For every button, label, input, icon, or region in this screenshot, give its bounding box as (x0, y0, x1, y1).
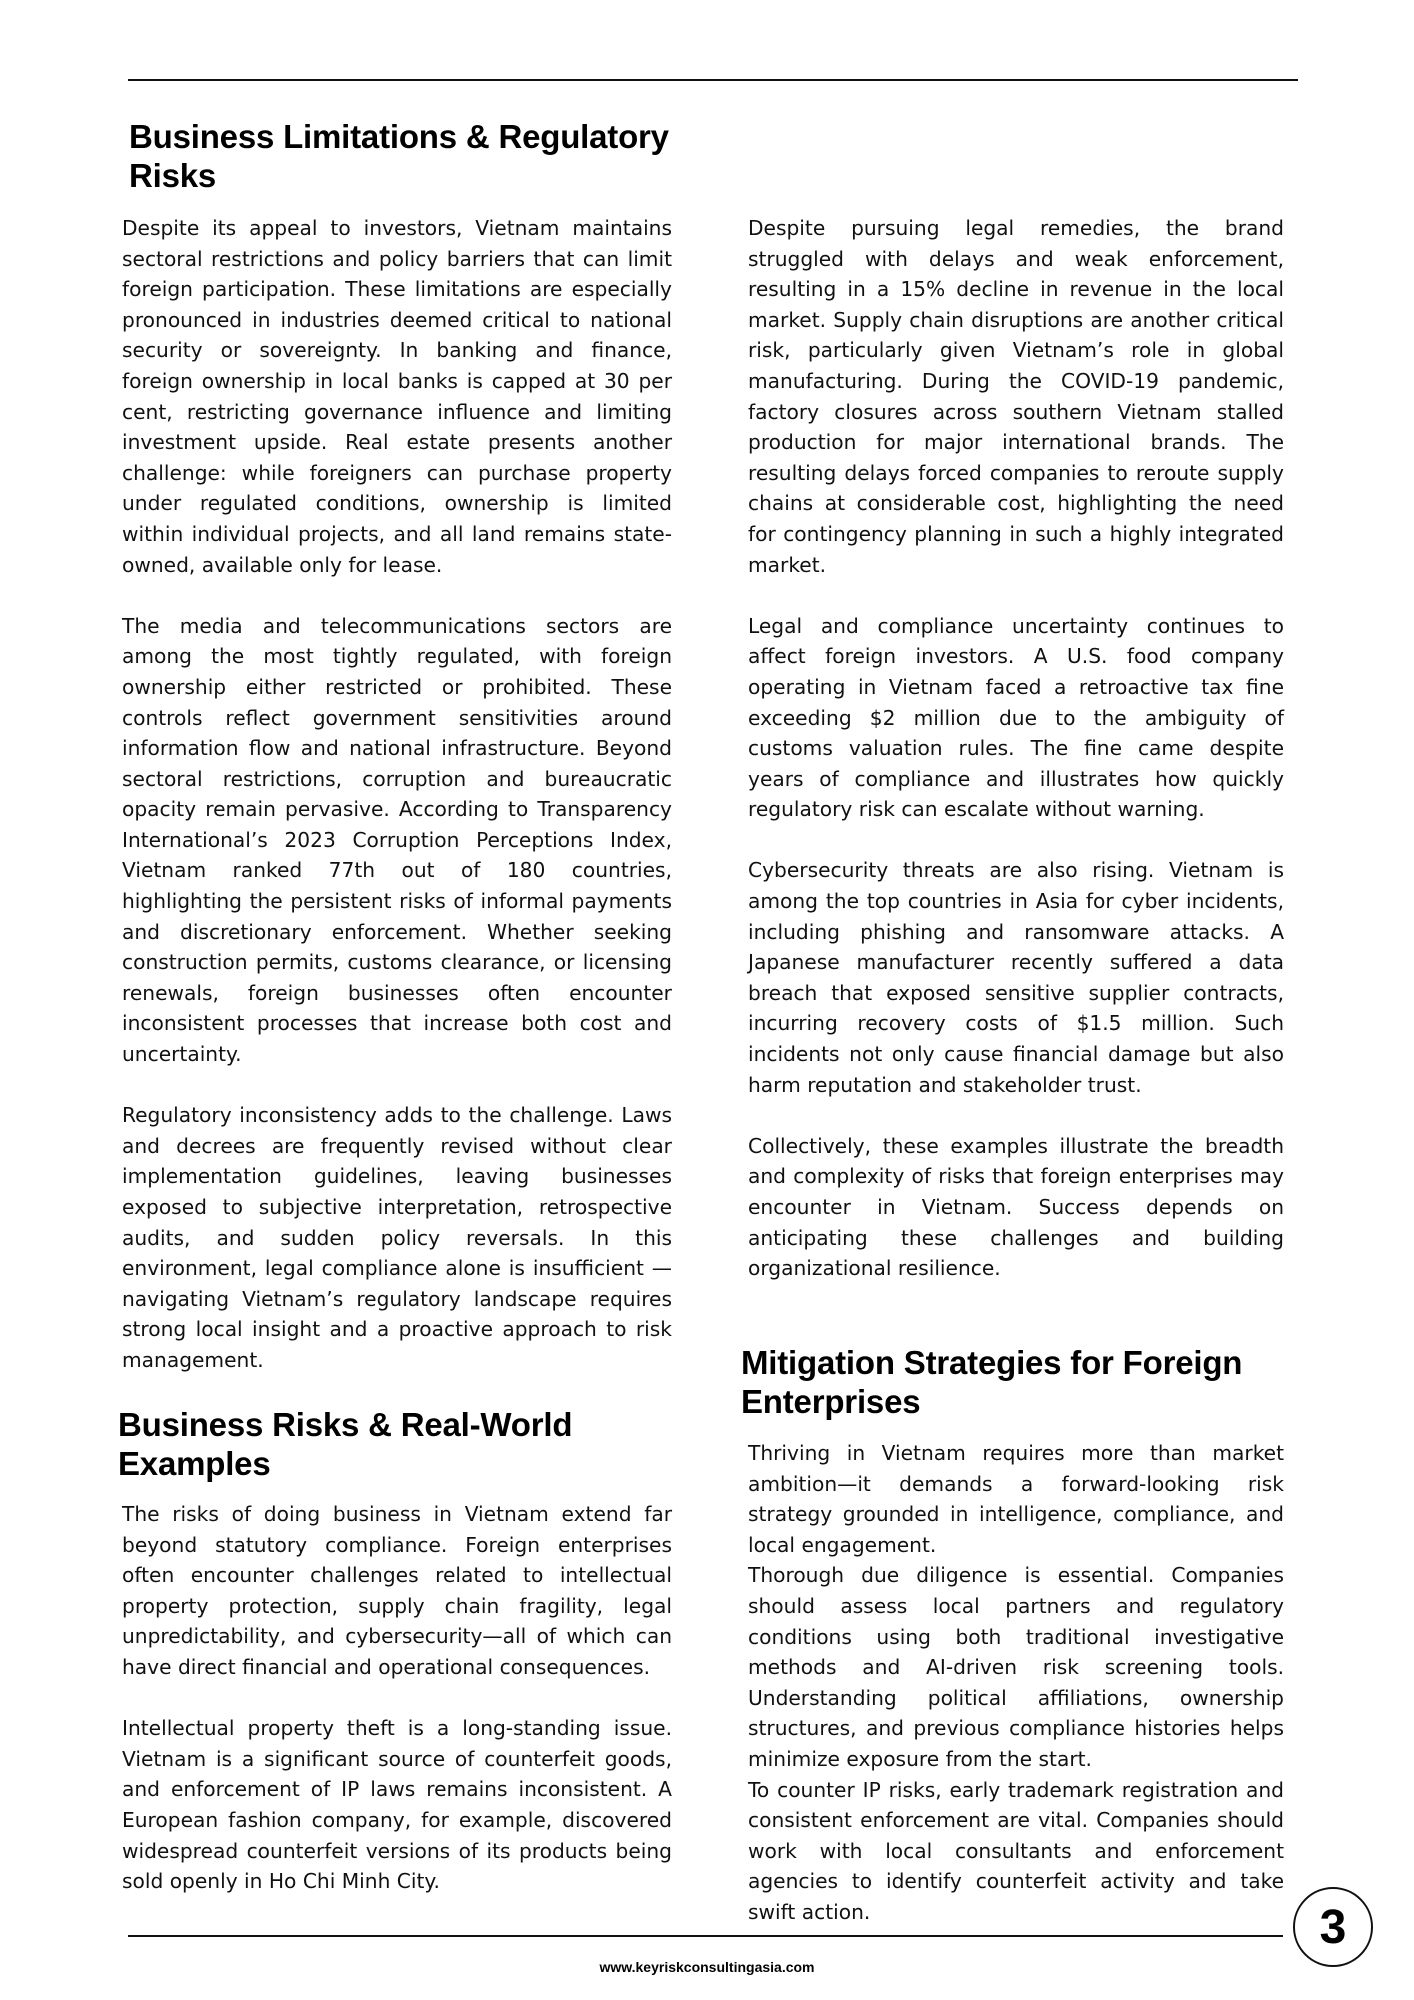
footer-website-url: www.keyriskconsultingasia.com (599, 1959, 815, 1975)
section-body-limitations (122, 213, 672, 1376)
paragraph: Despite its appeal to investors, Vietnam maintains sectoral restrictions and policy barriers that can limit foreign participation. These limitations are especially pronounced in industries deemed critical to national security or sovereignty. In banking and finance, foreign ownership in local banks is capped at 30 per cent, restricting governance influence and limiting investment upside. Real estate presents another challenge: while foreigners can purchase property under regulated conditions, ownership is limited within individual projects, and all land remains state-owned, available only for lease. (122, 216, 672, 577)
section-heading-mitigation: Mitigation Strategies for Foreign Enterprises (741, 1344, 1243, 1420)
paragraph: Cybersecurity threats are also rising. Vietnam is among the top countries in Asia for cyber incidents, including phishing and ransomware attacks. A Japanese manufacturer recently suffered a data breach that exposed sensitive supplier contracts, incurring recovery costs of $1.5 million. Such incidents not only cause financial damage but also harm reputation and stakeholder trust. (748, 858, 1284, 1097)
paragraph: Legal and compliance uncertainty continues to affect foreign investors. A U.S. food company operating in Vietnam faced a retroactive tax fine exceeding $2 million due to the ambiguity of customs valuation rules. The fine came despite years of compliance and illustrates how quickly regulatory risk can escalate without warning. (748, 613, 1284, 822)
section-heading-limitations: Business Limitations & Regulatory Risks (129, 118, 669, 194)
paragraph: The risks of doing business in Vietnam extend far beyond statutory compliance. Foreign enterprises often encounter challenges related to intellectual property protection, supply chain fragility, legal unpredictability, and cybersecurity—all of which can have direct financial and operational consequences. (122, 1502, 672, 1679)
paragraph: Despite pursuing legal remedies, the brand struggled with delays and weak enforcement, resulting in a 15% decline in revenue in the local market. Supply chain disruptions are another critical risk, particularly given Vietnam’s role in global manufacturing. During the COVID-19 pandemic, factory closures across southern Vietnam stalled production for major international brands. The resulting delays forced companies to reroute supply chains at considerable cost, highlighting the need for contingency planning in such a highly integrated market. (748, 216, 1284, 577)
right-column-body (748, 213, 1284, 1284)
page-number-badge: 3 (1293, 1887, 1373, 1967)
paragraph: Regulatory inconsistency adds to the challenge. Laws and decrees are frequently revised without clear implementation guidelines, leaving businesses exposed to subjective interpretation, retrospective audits, and sudden policy reversals. In this environment, legal compliance alone is insufficient —navigating Vietnam’s regulatory landscape requires strong local insight and a proactive approach to risk management. (122, 1103, 672, 1372)
section-body-mitigation (748, 1438, 1284, 1928)
section-heading-risks: Business Risks & Real-World Examples (118, 1406, 573, 1482)
paragraph: Intellectual property theft is a long-standing issue. Vietnam is a significant source of counterfeit goods, and enforcement of IP laws remains inconsistent. A European fashion company, for example, discovered widespread counterfeit versions of its products being sold openly in Ho Chi Minh City. (122, 1716, 672, 1894)
paragraph: To counter IP risks, early trademark registration and consistent enforcement are vital. Companies should work with local consultants and enforcement agencies to identify counterfeit activity and take swift action. (748, 1777, 1284, 1924)
paragraph: The media and telecommunications sectors are among the most tightly regulated, with foreign ownership either restricted or prohibited. These controls reflect government sensitivities around information flow and national infrastructure. Beyond sectoral restrictions, corruption and bureaucratic opacity remain pervasive. According to Transparency International’s 2023 Corruption Perceptions Index, Vietnam ranked 77th out of 180 countries, highlighting the persistent risks of informal payments and discretionary enforcement. Whether seeking construction permits, customs clearance, or licensing renewals, foreign businesses often encounter inconsistent processes that increase both cost and uncertainty. (122, 613, 672, 1067)
section-body-risks (122, 1499, 672, 1897)
paragraph: Thriving in Vietnam requires more than market ambition—it demands a forward-looking risk strategy grounded in intelligence, compliance, and local engagement. (748, 1441, 1284, 1557)
bottom-divider (128, 1935, 1283, 1937)
paragraph: Thorough due diligence is essential. Companies should assess local partners and regulatory conditions using both traditional investigative methods and AI-driven risk screening tools. Understanding political affiliations, ownership structures, and previous compliance histories helps minimize exposure from the start. (748, 1563, 1284, 1771)
paragraph: Collectively, these examples illustrate the breadth and complexity of risks that foreign enterprises may encounter in Vietnam. Success depends on anticipating these challenges and building organizational resilience. (748, 1133, 1284, 1281)
top-divider (128, 79, 1298, 81)
